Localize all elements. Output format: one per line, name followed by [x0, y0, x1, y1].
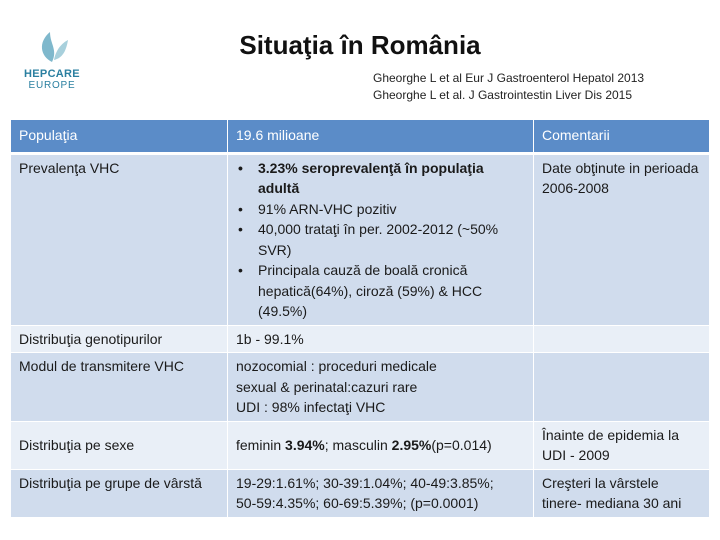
page-title: Situaţia în România [239, 30, 481, 60]
prevalence-bullet: • 91% ARN-VHC pozitiv [236, 199, 525, 220]
sex-female-value: 3.94% [285, 436, 325, 453]
row-label-sex: Distribuţia pe sexe [11, 421, 228, 469]
header-population-value: 19.6 milioane [228, 120, 534, 154]
row-label-prevalence: Prevalenţa VHC [11, 153, 228, 325]
reference-2: Gheorghe L et al. J Gastrointestin Liver Dis 2015 [373, 88, 633, 102]
table-row [11, 153, 710, 325]
prevalence-bullet: • Principala cauză de boală cronică hepatică(64%), ciroză (59%) & HCC (49.5%) [236, 260, 525, 322]
header-comments: Comentarii [534, 120, 710, 154]
sex-comment: Înainte de epidemia la UDI - 2009 [534, 421, 710, 469]
row-label-transmission: Modul de transmitere VHC [11, 353, 228, 422]
age-comment: Creşteri la vârstele tinere- mediana 30 ani [534, 469, 710, 517]
table-header-row [11, 120, 710, 154]
reference-1: Gheorghe L et al Eur J Gastroenterol Hepatol 2013 [373, 71, 645, 85]
logo-text-europe: EUROPE [28, 80, 76, 91]
prevalence-bullet: • 3.23% seroprevalenţă în populaţia adultă [236, 158, 525, 199]
sex-male-value: 2.95% [391, 436, 432, 453]
sex-values [228, 421, 534, 469]
transmission-comment [534, 353, 710, 422]
genotype-comment [534, 325, 710, 353]
row-label-genotype: Distribuţia genotipurilor [11, 325, 228, 353]
references [373, 70, 713, 104]
transmission-values [228, 353, 534, 422]
sex-p-value: (p=0.014) [431, 436, 492, 453]
age-line: 50-59:4.35%; 60-69:5.39%; (p=0.0001) [236, 495, 479, 511]
age-values [228, 469, 534, 517]
table-row [11, 469, 710, 517]
table-row [11, 325, 710, 353]
hepcare-logo [12, 30, 92, 92]
table-row [11, 421, 710, 469]
prevalence-bullet: • 40,000 trataţi în per. 2002-2012 (~50% SVR) [236, 219, 525, 260]
leaf-logo-icon [34, 30, 70, 64]
table-row [11, 353, 710, 422]
hcv-romania-table [10, 119, 710, 518]
logo-text-hepcare: HEPCARE [24, 68, 80, 80]
age-line: 19-29:1.61%; 30-39:1.04%; 40-49:3.85%; [236, 474, 494, 491]
prevalence-comment: Date obţinute in perioada 2006-2008 [534, 153, 710, 325]
transmission-line: nozocomial : proceduri medicale [236, 358, 437, 374]
row-label-age: Distribuţia pe grupe de vârstă [11, 469, 228, 517]
header-population: Populaţia [11, 120, 228, 154]
genotype-value: 1b - 99.1% [228, 325, 534, 353]
sex-male-label: ; masculin [324, 436, 392, 453]
sex-female-label: feminin [236, 436, 286, 453]
prevalence-values [228, 153, 534, 325]
transmission-line: sexual & perinatal:cazuri rare [236, 378, 418, 395]
transmission-line: UDI : 98% infectaţi VHC [236, 399, 386, 415]
